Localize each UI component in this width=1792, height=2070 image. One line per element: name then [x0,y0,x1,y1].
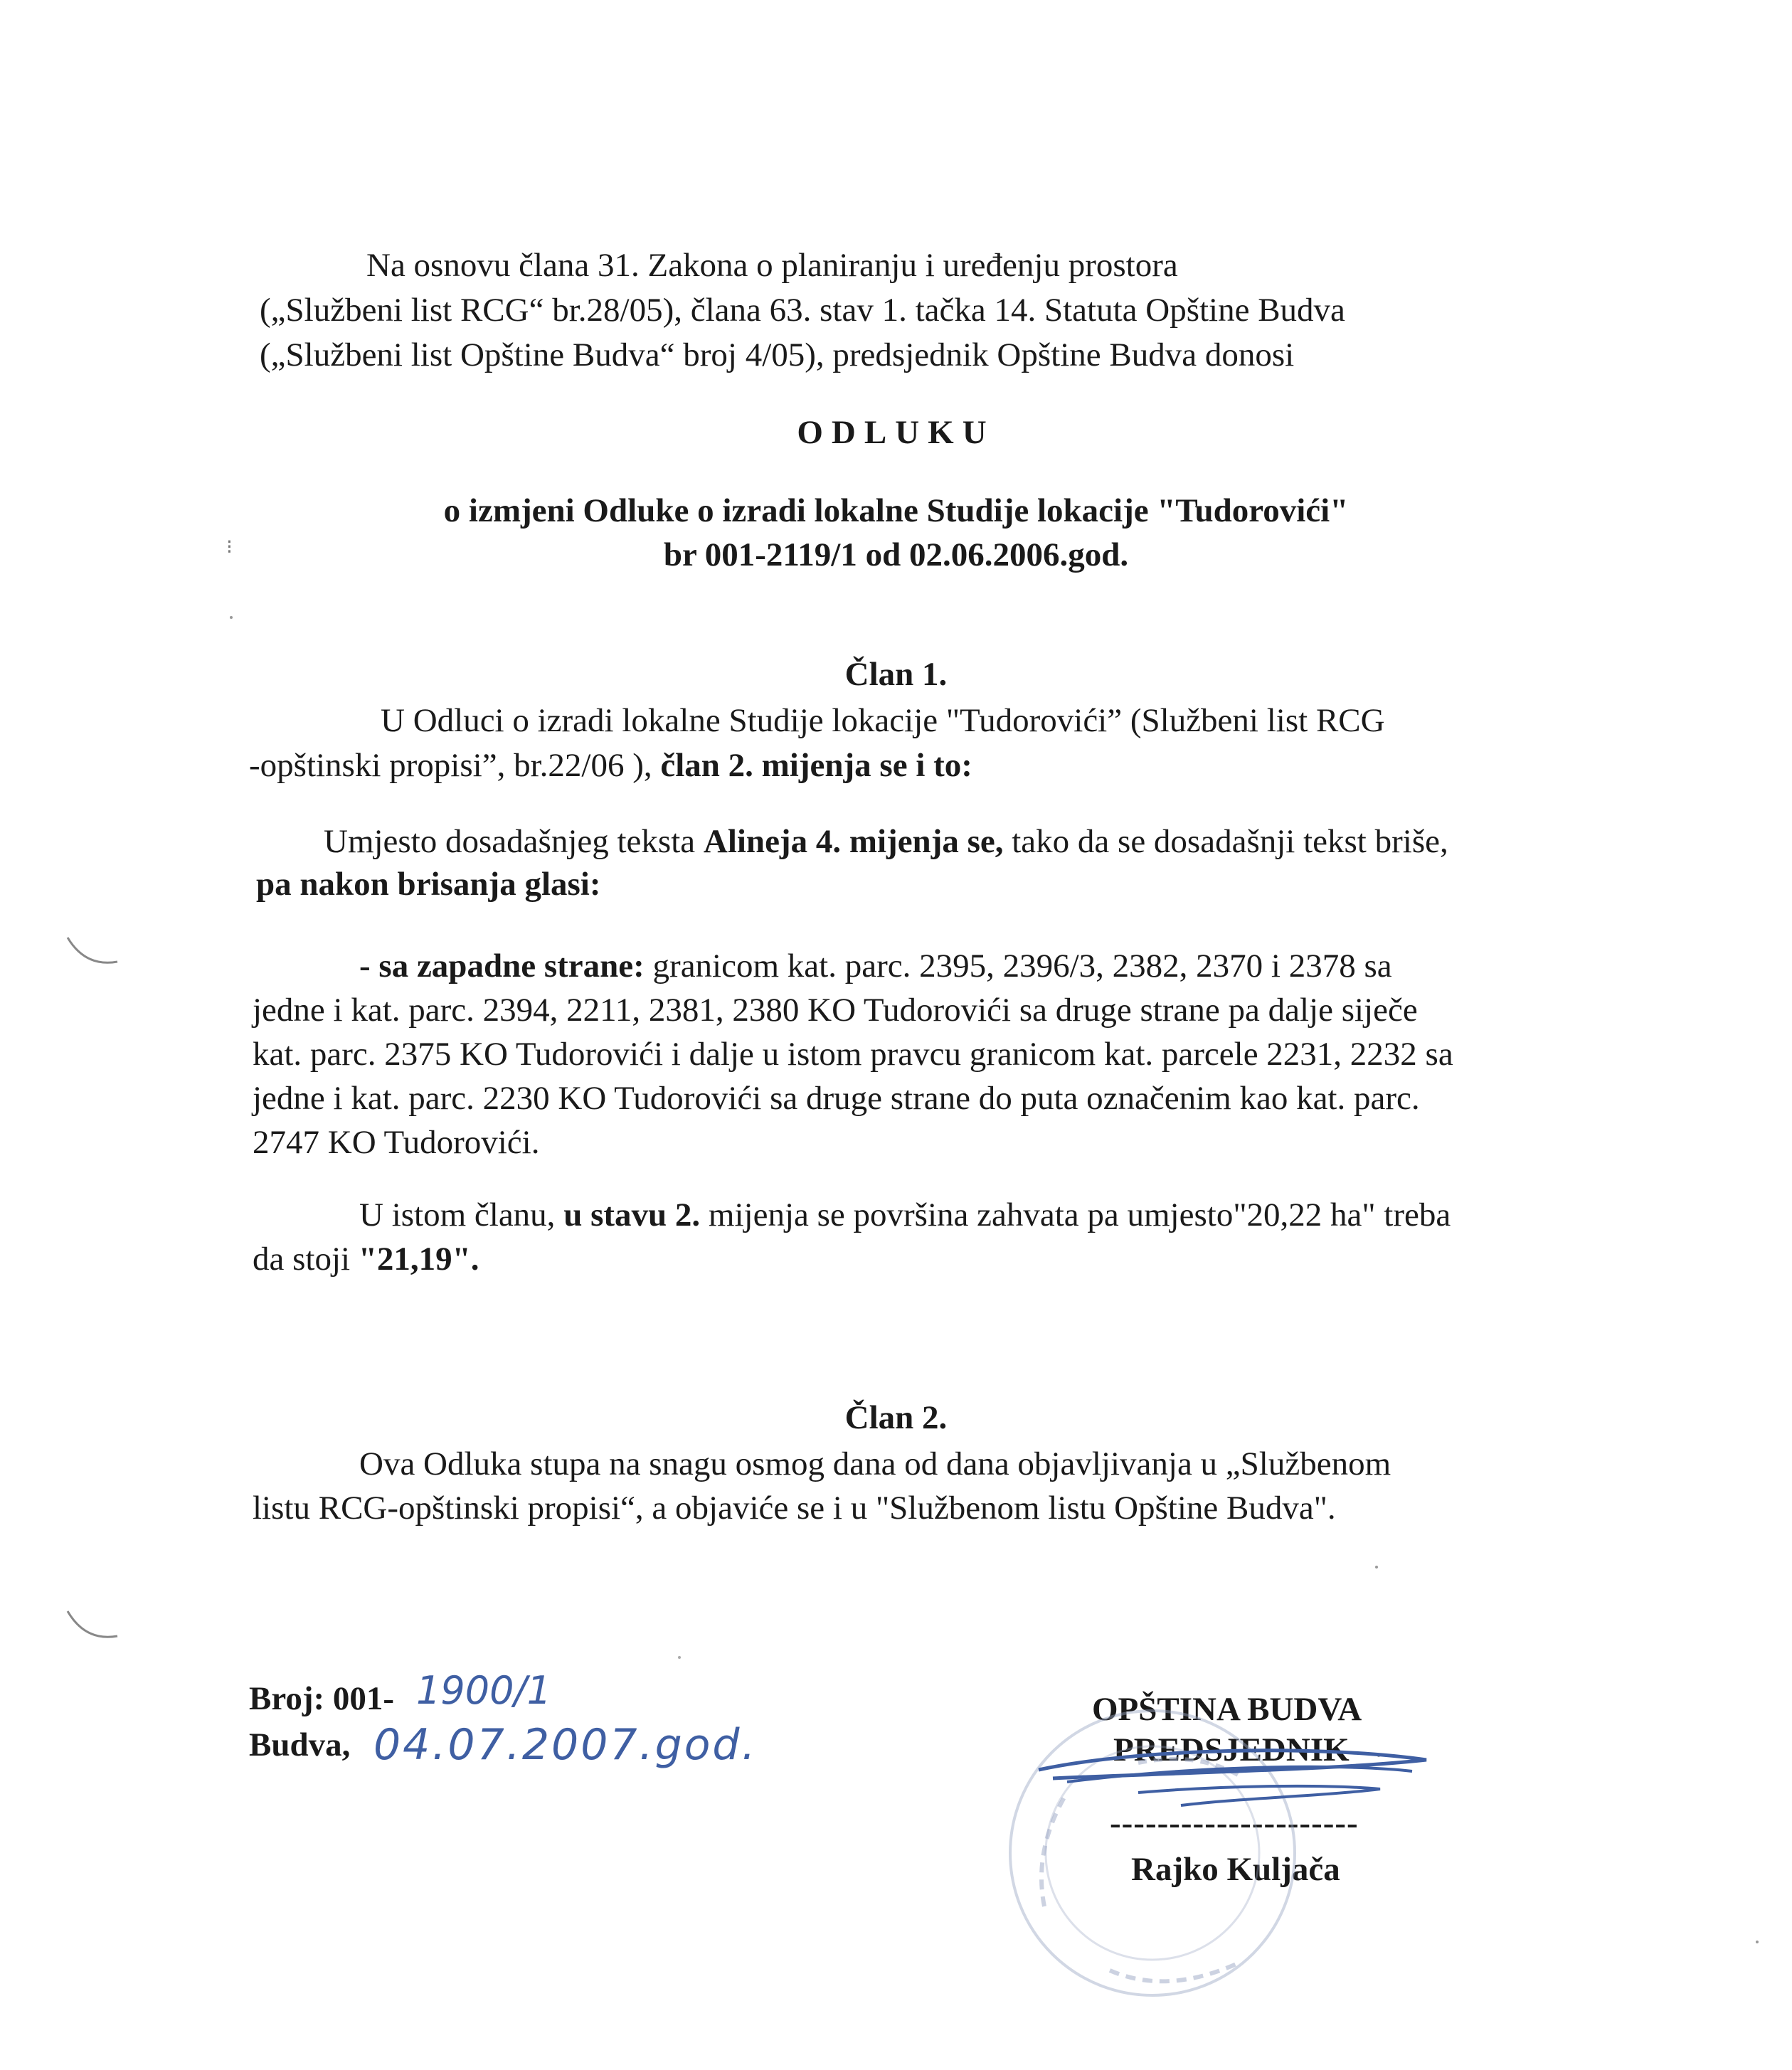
paragraph-2-line-2: pa nakon brisanja glasi: [256,866,601,903]
paragraph-2-bold: Alineja 4. mijenja se, [703,823,1004,860]
date-handwritten: 04.07.2007.god. [373,1720,758,1770]
broj-label: Broj: 001- [249,1680,395,1717]
president-title: PREDSJEDNIK [1113,1731,1350,1768]
paragraph-4-text-a: U istom članu, [359,1196,564,1233]
article-1-intro-bold: član 2. mijenja se i to: [660,747,972,784]
article-1-intro-text: -opštinski propisi”, br.22/06 ), [249,747,661,784]
paragraph-2-text-a: Umjesto dosadašnjeg teksta [324,823,704,860]
subtitle-line-1: o izmjeni Odluke o izradi lokalne Studije lokacije "Tudorovići" [443,492,1349,529]
broj-handwritten: 1900/1 [416,1668,551,1713]
article-2-heading: Član 2. [844,1399,948,1436]
preamble-line-1: Na osnovu člana 31. Zakona o planiranju i uređenju prostora [366,247,1178,284]
budva-label: Budva, [249,1726,351,1763]
paragraph-3-line-4: jedne i kat. parc. 2230 KO Tudorovići sa druge strane do puta označenim kao kat. parc. [253,1080,1420,1117]
paragraph-4-text-d: da stoji [253,1241,359,1278]
article-1-intro-line-1: U Odluci o izradi lokalne Studije lokacije "Tudorovići” (Službeni list RCG [381,702,1385,739]
article-2-line-1: Ova Odluka stupa na snagu osmog dana od dana objavljivanja u „Službenom [359,1445,1391,1482]
paragraph-4-text-c: mijenja se površina zahvata pa umjesto"20,22 ha" treba [700,1196,1451,1233]
paragraph-3-line-2: jedne i kat. parc. 2394, 2211, 2381, 2380 KO Tudorovići sa druge strane pa dalje siječe [253,992,1418,1029]
article-1-heading: Član 1. [844,656,948,693]
paragraph-4-value: "21,19". [358,1241,479,1278]
signatory-name: Rajko Kuljača [1131,1851,1340,1888]
document-title: ODLUKU [797,414,995,451]
paragraph-3-bold: - sa zapadne strane: [359,948,645,984]
paragraph-3-line-5: 2747 KO Tudorovići. [253,1124,540,1161]
paragraph-4-bold: u stavu 2. [563,1196,701,1233]
preamble-line-2: („Službeni list RCG“ br.28/05), člana 63. stav 1. tačka 14. Statuta Opštine Budva [260,292,1345,329]
preamble-line-3: („Službeni list Opštine Budva“ broj 4/05), predsjednik Opštine Budva donosi [260,336,1295,373]
paragraph-3-line-3: kat. parc. 2375 KO Tudorovići i dalje u istom pravcu granicom kat. parcele 2231, 2232 sa [253,1036,1453,1073]
municipality-name: OPŠTINA BUDVA [1092,1691,1362,1728]
signature-line: --------------------- [1110,1805,1359,1842]
article-2-line-2: listu RCG-opštinski propisi“, a objaviće se i u "Službenom listu Opštine Budva". [253,1490,1336,1527]
scan-mark: ⁝ [226,536,233,558]
paragraph-2-text-c: tako da se dosadašnji tekst briše, [1003,823,1448,860]
subtitle-line-2: br 001-2119/1 od 02.06.2006.god. [663,536,1129,573]
paragraph-3-text: granicom kat. parc. 2395, 2396/3, 2382, 2370 i 2378 sa [644,948,1392,984]
